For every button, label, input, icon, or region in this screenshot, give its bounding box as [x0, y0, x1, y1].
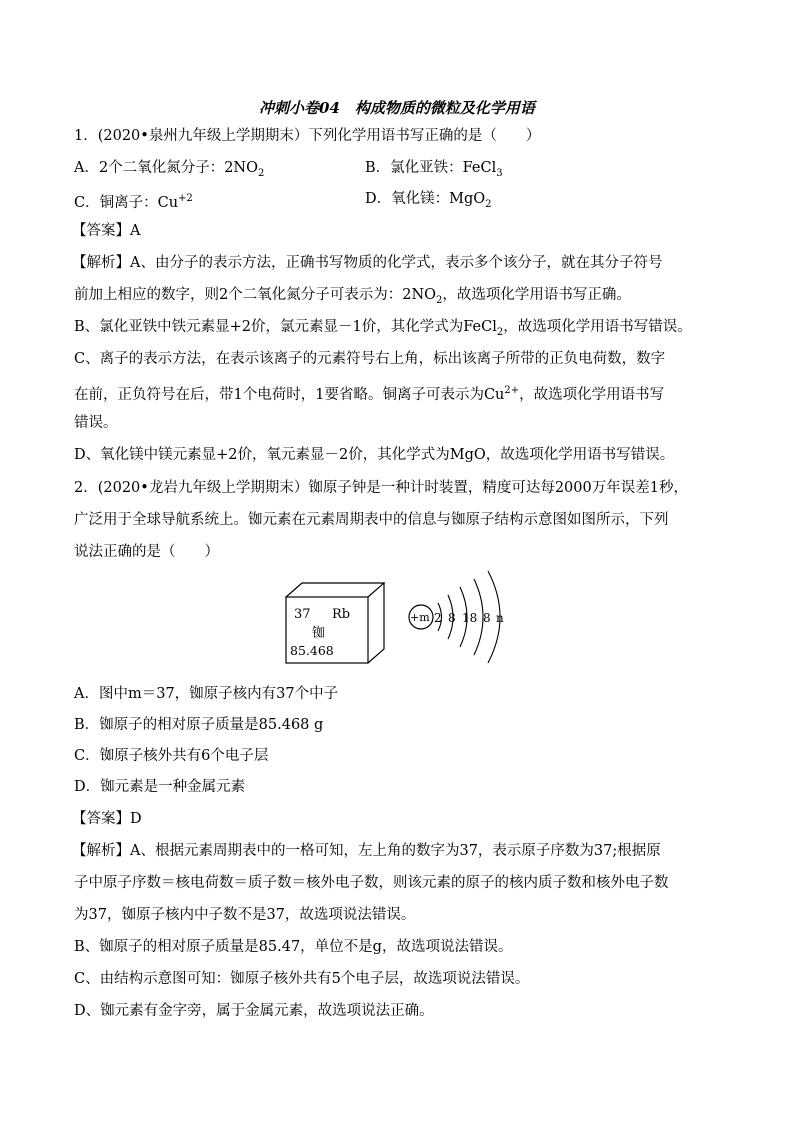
q2-answer: 【答案】D	[72, 811, 142, 827]
q2-explanation-line5: C、由结构示意图可知：铷原子核外共有5个电子层，故选项说法错误。	[74, 971, 530, 987]
q2-option-a: A．图中m＝37，铷原子核内有37个中子	[74, 686, 339, 702]
q1-option-a: A．2个二氧化氮分子：$2NO_2$	[74, 160, 265, 179]
q1-explanation-line3: B、氯化亚铁中铁元素显+2价，氯元素显－1价，其化学式为FeCl$_2$，故选项化学用语书写错误。	[74, 319, 692, 338]
q2-option-b: B．铷原子的相对原子质量是85.468 g	[74, 717, 324, 733]
q2-explanation-line6: D、铷元素有金字旁，属于金属元素，故选项说法正确。	[74, 1003, 434, 1019]
q2-stem-line3: 说法正确的是（ ）	[74, 544, 219, 560]
nucleus-charge: +m	[410, 611, 430, 624]
q2-explanation-line1: 【解析】A、根据元素周期表中的一格可知，左上角的数字为37，表示原子序数为37;根据原	[72, 843, 661, 859]
shell-3-count: 18	[462, 611, 478, 625]
q1-explanation-line4: C、离子的表示方法，在表示该离子的元素符号右上角，标出该离子所带的正负电荷数，数字	[74, 351, 666, 367]
q1-option-b: B．氯化亚铁：FeCl$_3$	[365, 160, 503, 179]
q1-explanation-line1: 【解析】A、由分子的表示方法，正确书写物质的化学式，表示多个该分子，就在其分子符号	[72, 255, 663, 271]
q1-explanation-line6: 错误。	[74, 415, 118, 431]
q1-explanation-line5: 在前，正负符号在后，带1个电荷时，1要省略。铜离子可表示为$Cu^{2+}$，故选项化学用语书写	[74, 385, 665, 403]
q1-option-c: C．铜离子：$Cu^{+2}$	[74, 193, 193, 211]
element-name: 铷	[312, 626, 326, 641]
shell-2-count: 8	[448, 611, 456, 625]
atom-structure-diagram	[409, 571, 504, 663]
atomic-mass: 85.468	[290, 643, 334, 658]
q1-option-d: D．氧化镁：MgO$_2$	[365, 191, 492, 210]
q2-option-d: D．铷元素是一种金属元素	[74, 779, 246, 795]
q1-answer: 【答案】A	[72, 223, 141, 239]
q1-explanation-line7: D、氧化镁中镁元素显+2价，氧元素显－2价，其化学式为MgO，故选项化学用语书写错误。	[74, 447, 675, 463]
rubidium-figure	[280, 555, 530, 665]
q2-stem-line1: 2．(2020•龙岩九年级上学期期末）铷原子钟是一种计时装置，精度可达每2000万年误差1秒，	[74, 480, 688, 496]
shell-5-count: n	[496, 611, 504, 625]
q2-option-c: C．铷原子核外共有6个电子层	[74, 748, 269, 764]
q2-explanation-line4: B、铷原子的相对原子质量是85.47，单位不是g，故选项说法错误。	[74, 939, 513, 955]
q2-explanation-line2: 子中原子序数＝核电荷数＝质子数＝核外电子数，则该元素的原子的核内质子数和核外电子数	[74, 875, 669, 891]
q2-stem-line2: 广泛用于全球导航系统上。铷元素在元素周期表中的信息与铷原子结构示意图如图所示，下列	[74, 512, 669, 528]
q1-explanation-line2: 前加上相应的数字，则2个二氧化氮分子可表示为：$2NO_2$，故选项化学用语书写正确。	[74, 287, 631, 306]
q2-explanation-line3: 为37，铷原子核内中子数不是37，故选项说法错误。	[74, 907, 416, 923]
atomic-number: 37	[294, 607, 311, 622]
shell-4-count: 8	[483, 611, 491, 625]
shell-1-count: 2	[434, 611, 442, 625]
q1-stem: 1．(2020•泉州九年级上学期期末）下列化学用语书写正确的是（ ）	[74, 128, 541, 144]
element-symbol: Rb	[332, 607, 351, 622]
page-title: 冲刺小卷04 构成物质的微粒及化学用语	[259, 99, 535, 117]
